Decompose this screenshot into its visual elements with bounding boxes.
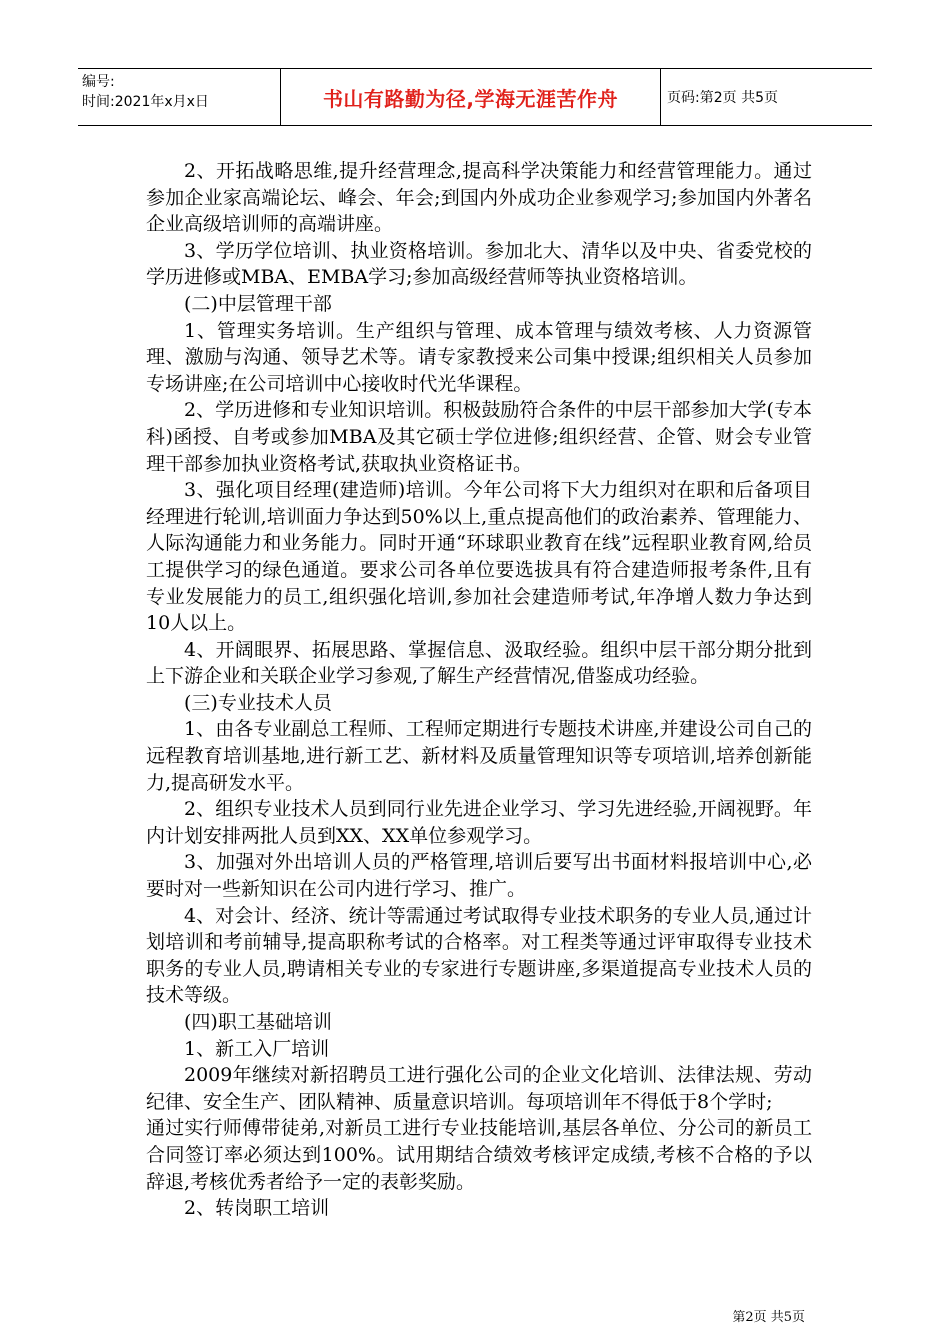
section-heading: (二)中层管理干部 [184, 292, 332, 315]
document-time-label: 时间:2021年x月x日 [82, 94, 209, 110]
document-body [146, 158, 812, 1222]
section-heading: (四)职工基础培训 [184, 1011, 332, 1033]
page-header [78, 68, 872, 126]
paragraph: 2、学历进修和专业知识培训。积极鼓励符合条件的中层干部参加大学(专本科)函授、自考或参加MBA及其它硕士学位进修;组织经营、企管、财会专业管理干部参加执业资格考试,获取执业资格证书。 [146, 399, 812, 475]
paragraph: 通过实行师傅带徒弟,对新员工进行专业技能培训,基层各单位、分公司的新员工合同签订率必须达到100%。试用期结合绩效考核评定成绩,考核不合格的予以辞退,考核优秀者给予一定的表彰奖励。 [146, 1117, 812, 1193]
paragraph: 1、由各专业副总工程师、工程师定期进行专题技术讲座,并建设公司自己的远程教育培训基地,进行新工艺、新材料及质量管理知识等专项培训,培养创新能力,提高研发水平。 [146, 718, 812, 794]
paragraph: 3、学历学位培训、执业资格培训。参加北大、清华以及中央、省委党校的学历进修或MBA、EMBA学习;参加高级经营师等执业资格培训。 [146, 239, 812, 289]
header-page-label: 页码:第2页 共5页 [667, 90, 778, 106]
paragraph: 3、强化项目经理(建造师)培训。今年公司将下大力组织对在职和后备项目经理进行轮训,培训面力争达到50%以上,重点提高他们的政治素养、管理能力、人际沟通能力和业务能力。同时开通“环球职业教育在线”远程职业教育网,给员工提供学习的绿色通道。要求公司各单位要选拔具有符合建造师报考条件,且有专业发展能力的员工,组织强化培训,参加社会建造师考试,年净增人数力争达到10人以上。 [146, 479, 812, 635]
paragraph: 1、管理实务培训。生产组织与管理、成本管理与绩效考核、人力资源管理、激励与沟通、领导艺术等。请专家教授来公司集中授课;组织相关人员参加专场讲座;在公司培训中心接收时代光华课程。 [146, 319, 812, 395]
paragraph: 2、开拓战略思维,提升经营理念,提高科学决策能力和经营管理能力。通过参加企业家高端论坛、峰会、年会;到国内外成功企业参观学习;参加国内外著名企业高级培训师的高端讲座。 [146, 160, 812, 236]
page-footer: 第2页 共5页 [732, 1310, 805, 1325]
document-number-label: 编号: [82, 74, 115, 90]
paragraph: 2009年继续对新招聘员工进行强化公司的企业文化培训、法律法规、劳动纪律、安全生产、团队精神、质量意识培训。每项培训年不得低于8个学时; [146, 1064, 812, 1113]
paragraph: 3、加强对外出培训人员的严格管理,培训后要写出书面材料报培训中心,必要时对一些新知识在公司内进行学习、推广。 [146, 851, 812, 901]
header-motto: 书山有路勤为径,学海无涯苦作舟 [281, 69, 661, 125]
section-heading: (三)专业技术人员 [184, 691, 332, 714]
paragraph: 4、对会计、经济、统计等需通过考试取得专业技术职务的专业人员,通过计划培训和考前辅导,提高职称考试的合格率。对工程类等通过评审取得专业技术职务的专业人员,聘请相关专业的专家进行专题讲座,多渠道提高专业技术人员的技术等级。 [146, 904, 812, 1007]
paragraph: 4、开阔眼界、拓展思路、掌握信息、汲取经验。组织中层干部分期分批到上下游企业和关联企业学习参观,了解生产经营情况,借鉴成功经验。 [146, 638, 812, 688]
paragraph: 2、组织专业技术人员到同行业先进企业学习、学习先进经验,开阔视野。年内计划安排两批人员到XX、XX单位参观学习。 [146, 798, 812, 847]
header-meta-cell [78, 69, 281, 125]
subsection-heading: 1、新工入厂培训 [184, 1037, 330, 1060]
subsection-heading: 2、转岗职工培训 [184, 1197, 330, 1220]
